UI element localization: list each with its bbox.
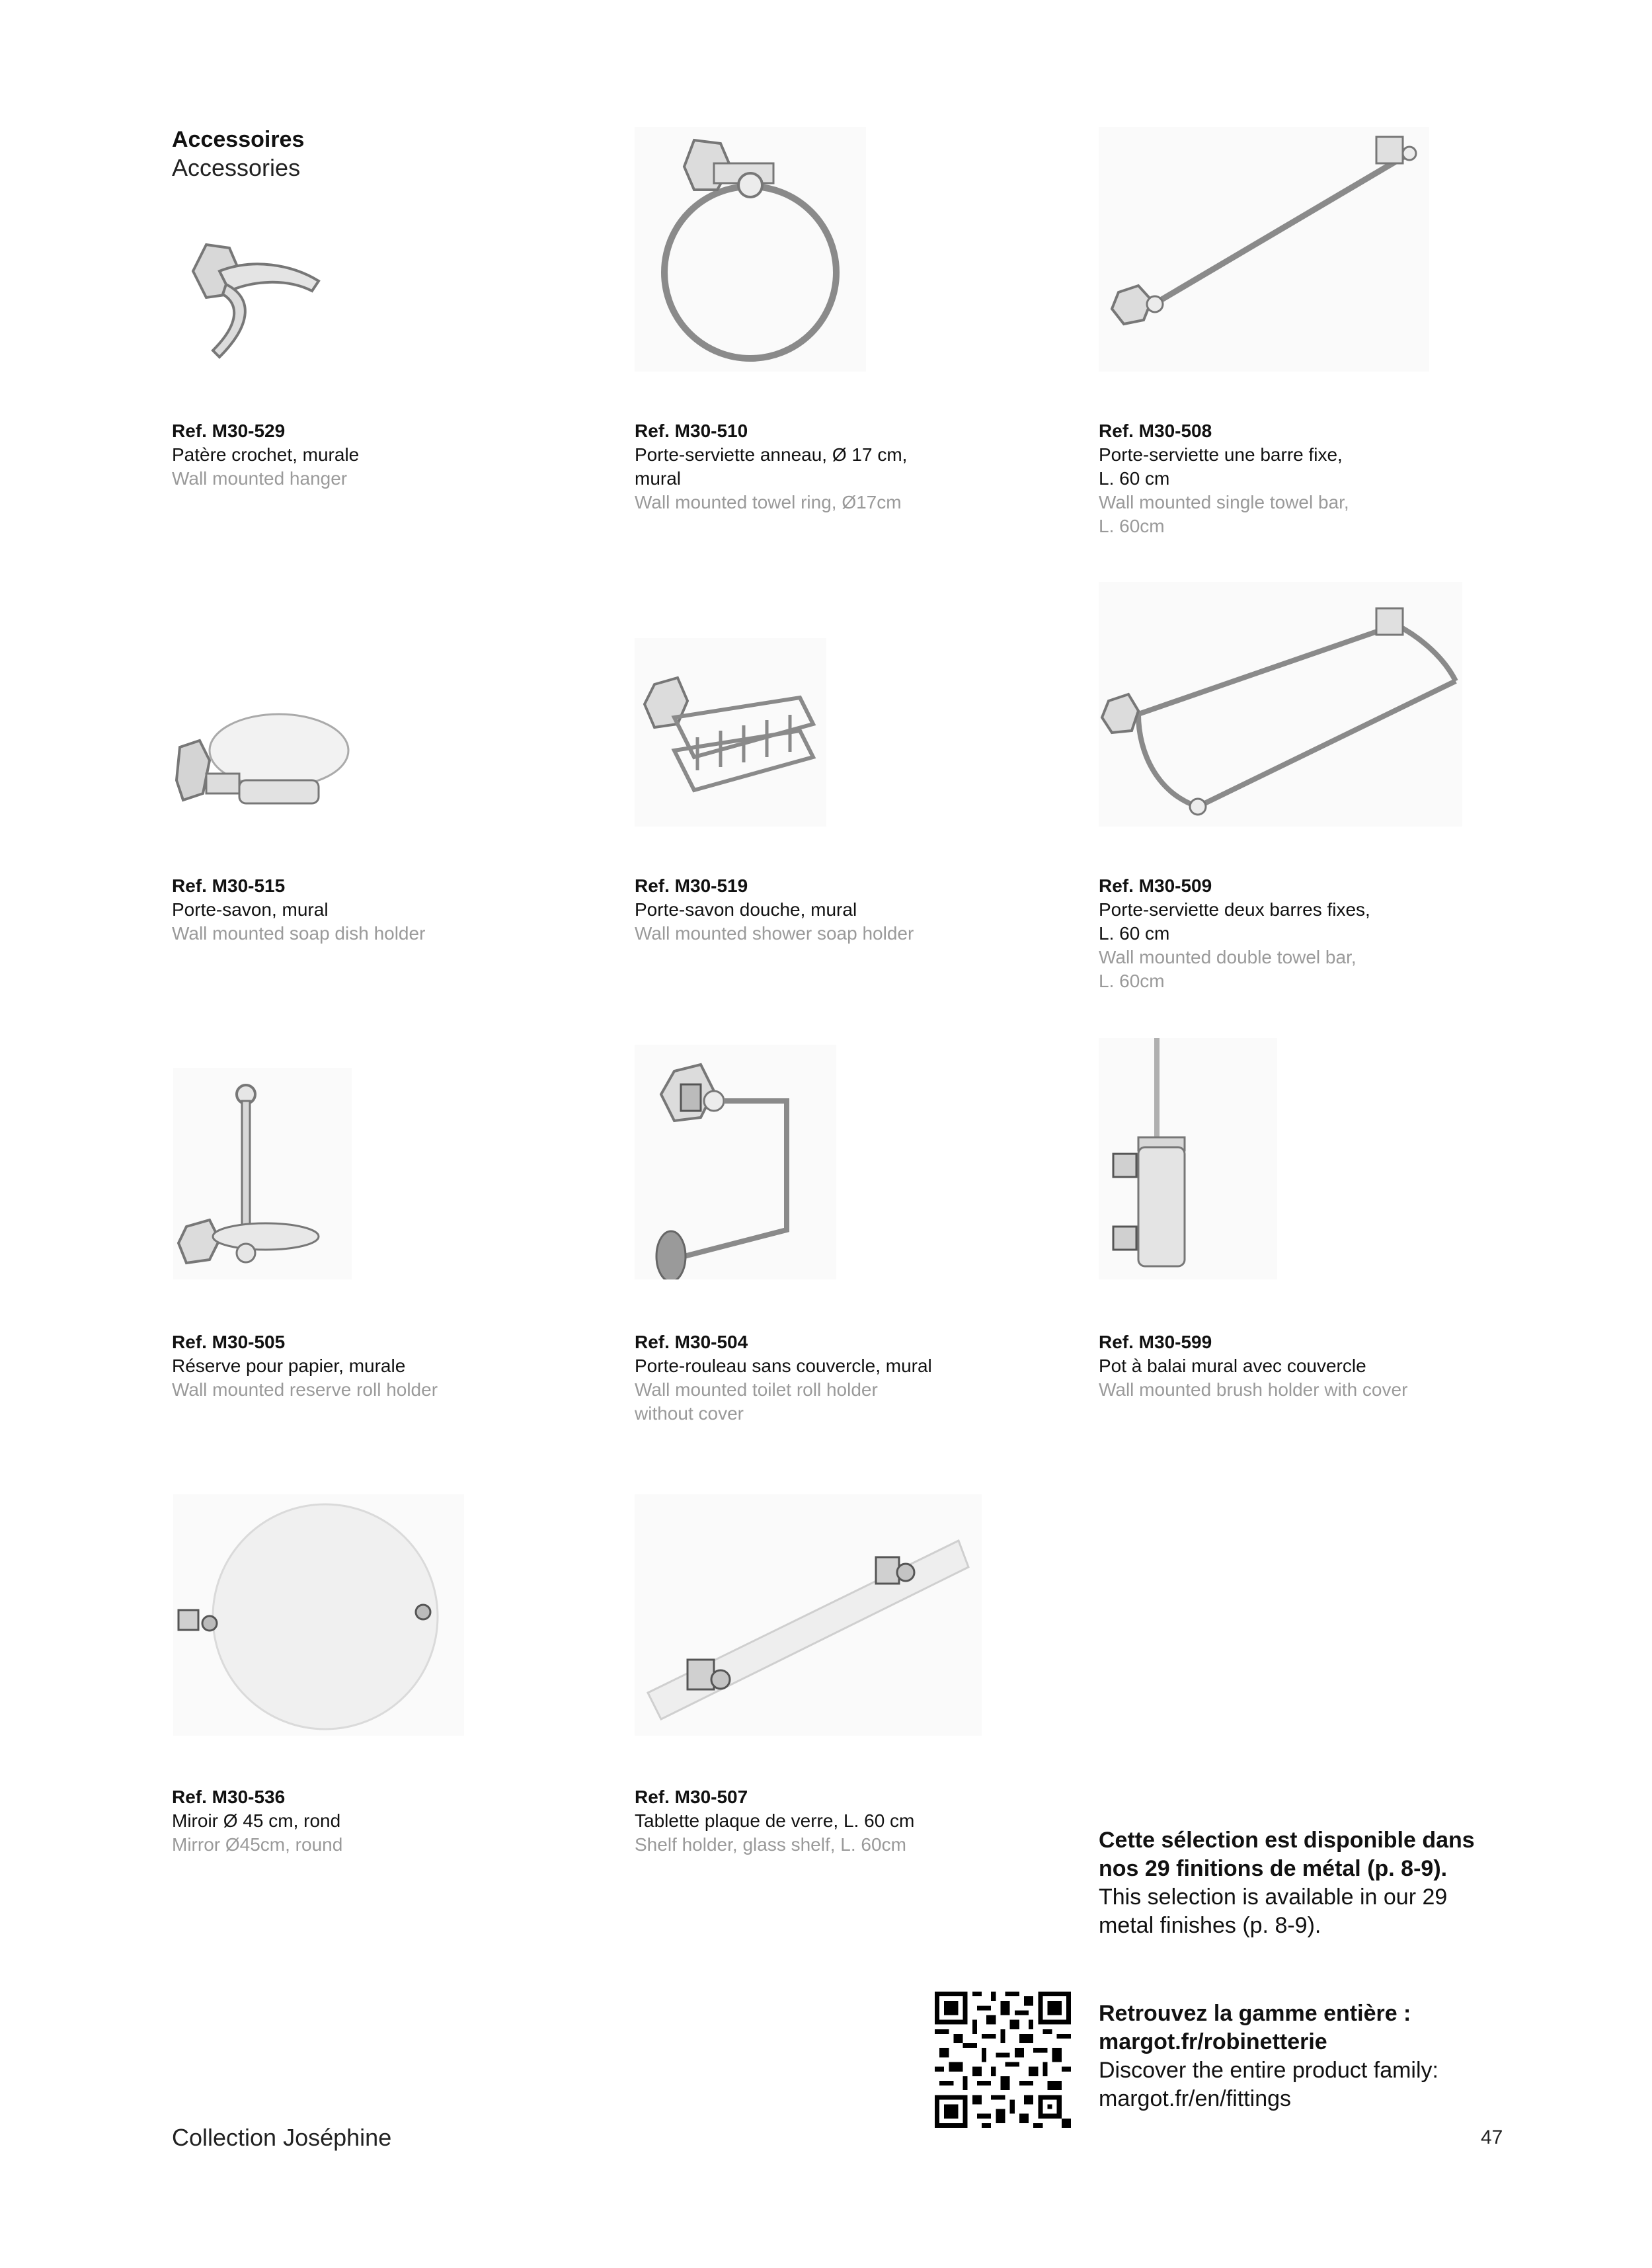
product-name-en: Wall mounted brush holder with cover xyxy=(1099,1379,1408,1400)
finishes-note-fr: Cette sélection est disponible dans xyxy=(1099,1828,1475,1853)
shower-soap-holder-photo xyxy=(635,638,826,827)
product-caption xyxy=(635,1330,1058,1426)
product-name-fr: Porte-rouleau sans couvercle, mural xyxy=(635,1356,932,1376)
glass-shelf-photo xyxy=(635,1494,982,1736)
product-name-en: L. 60cm xyxy=(1099,971,1165,991)
product-ref: Ref. M30-515 xyxy=(172,875,286,896)
product-caption xyxy=(1099,874,1522,993)
toilet-roll-holder-photo xyxy=(635,1045,836,1279)
product-name-en: Wall mounted double towel bar, xyxy=(1099,947,1357,967)
product-name-fr: Miroir Ø 45 cm, rond xyxy=(172,1810,341,1831)
product-ref: Ref. M30-519 xyxy=(635,875,748,896)
product-name-en: Mirror Ø45cm, round xyxy=(172,1834,343,1855)
qr-code[interactable] xyxy=(935,1992,1071,2128)
finishes-note-en: This selection is available in our 29 xyxy=(1099,1884,1448,1910)
product-name-en: Wall mounted towel ring, Ø17cm xyxy=(635,492,902,512)
round-mirror-photo xyxy=(173,1494,464,1736)
product-name-fr: L. 60 cm xyxy=(1099,923,1170,944)
finishes-note-fr: nos 29 finitions de métal (p. 8-9). xyxy=(1099,1856,1448,1881)
product-name-fr: Porte-serviette deux barres fixes, xyxy=(1099,899,1370,920)
product-name-en: Wall mounted hanger xyxy=(172,468,348,489)
hanger-photo xyxy=(173,218,332,384)
product-ref: Ref. M30-504 xyxy=(635,1332,748,1352)
website-note xyxy=(1099,2000,1522,2113)
soap-dish-photo xyxy=(173,694,358,827)
product-name-fr: Porte-serviette une barre fixe, xyxy=(1099,444,1343,465)
product-caption xyxy=(635,419,1058,514)
product-name-en: Wall mounted soap dish holder xyxy=(172,923,426,944)
finishes-note-en: metal finishes (p. 8-9). xyxy=(1099,1913,1321,1938)
product-caption xyxy=(1099,419,1522,538)
product-ref: Ref. M30-507 xyxy=(635,1787,748,1807)
product-caption xyxy=(172,874,595,946)
product-caption xyxy=(172,1330,595,1402)
website-link-fr[interactable]: margot.fr/robinetterie xyxy=(1099,2029,1327,2054)
product-name-fr: Tablette plaque de verre, L. 60 cm xyxy=(635,1810,915,1831)
product-ref: Ref. M30-536 xyxy=(172,1787,286,1807)
collection-name: Collection Joséphine xyxy=(172,2124,392,2151)
reserve-roll-holder-photo xyxy=(173,1068,352,1279)
towel-bar-photo xyxy=(1099,127,1429,372)
brush-holder-photo xyxy=(1099,1038,1277,1279)
product-name-en: without cover xyxy=(635,1403,744,1424)
website-note-fr: Retrouvez la gamme entière : xyxy=(1099,2001,1411,2026)
product-name-en: Shelf holder, glass shelf, L. 60cm xyxy=(635,1834,906,1855)
product-ref: Ref. M30-529 xyxy=(172,421,286,441)
product-name-fr: Porte-savon douche, mural xyxy=(635,899,857,920)
towel-ring-photo xyxy=(635,127,866,372)
product-name-fr: mural xyxy=(635,468,682,489)
product-caption xyxy=(172,419,595,491)
product-name-fr: Pot à balai mural avec couvercle xyxy=(1099,1356,1366,1376)
product-name-en: Wall mounted single towel bar, xyxy=(1099,492,1349,512)
product-name-fr: L. 60 cm xyxy=(1099,468,1170,489)
product-ref: Ref. M30-599 xyxy=(1099,1332,1212,1352)
product-name-fr: Porte-savon, mural xyxy=(172,899,329,920)
product-ref: Ref. M30-505 xyxy=(172,1332,286,1352)
website-note-en: Discover the entire product family: xyxy=(1099,2058,1438,2083)
section-title-en: Accessories xyxy=(172,154,301,181)
product-name-en: Wall mounted shower soap holder xyxy=(635,923,914,944)
product-name-fr: Patère crochet, murale xyxy=(172,444,360,465)
product-name-en: Wall mounted toilet roll holder xyxy=(635,1379,878,1400)
product-ref: Ref. M30-509 xyxy=(1099,875,1212,896)
product-name-en: Wall mounted reserve roll holder xyxy=(172,1379,438,1400)
product-name-fr: Porte-serviette anneau, Ø 17 cm, xyxy=(635,444,908,465)
product-caption xyxy=(635,1785,1058,1857)
product-caption xyxy=(1099,1330,1522,1402)
finishes-note xyxy=(1099,1826,1522,1940)
product-name-fr: Réserve pour papier, murale xyxy=(172,1356,406,1376)
section-title-fr: Accessoires xyxy=(172,127,305,152)
page-number: 47 xyxy=(1481,2126,1503,2148)
website-link-en[interactable]: margot.fr/en/fittings xyxy=(1099,2086,1292,2111)
double-towel-bar-photo xyxy=(1099,582,1462,827)
product-ref: Ref. M30-510 xyxy=(635,421,748,441)
product-name-en: L. 60cm xyxy=(1099,516,1165,536)
product-ref: Ref. M30-508 xyxy=(1099,421,1212,441)
product-caption xyxy=(635,874,1058,946)
product-caption xyxy=(172,1785,595,1857)
